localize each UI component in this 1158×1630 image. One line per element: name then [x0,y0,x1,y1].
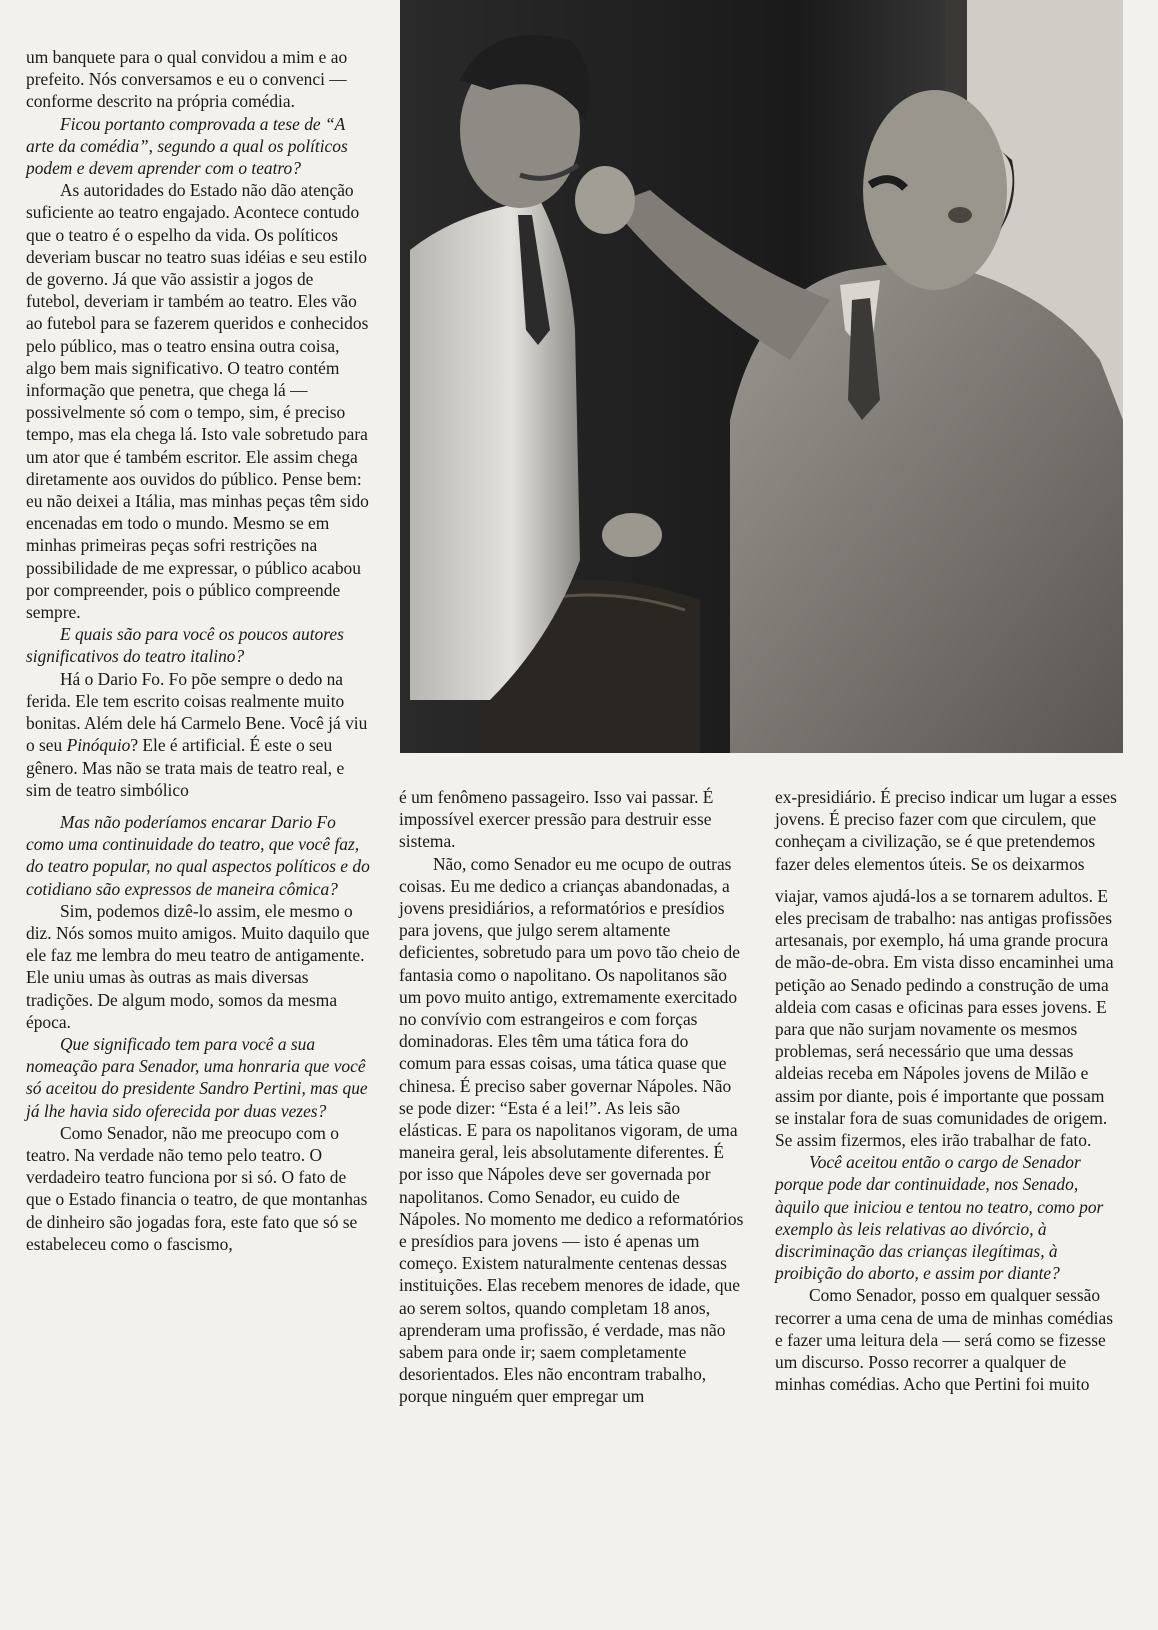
paragraph [26,668,371,801]
interview-question: E quais são para você os poucos autores significativos do teatro italino? [26,624,344,667]
interview-question: Ficou portanto comprovada a tese de “A arte da comédia”, segundo a qual os políticos podem e devem aprender com o teatro? [26,113,348,179]
column-middle [399,786,744,1408]
article-photo [400,0,1123,753]
paragraph: ex-presidiário. É preciso indicar um lugar a esses jovens. É preciso fazer com que circulem, que conheçam a civilização, se é que pretendemos fazer deles elementos úteis. Se os deixarmos [775,787,1117,874]
paragraph: é um fenômeno passageiro. Isso vai passar. É impossível exercer pressão para destruir esse sistema. [399,787,714,852]
paragraph-text: Há o Dario Fo. Fo põe sempre o dedo na ferida. Ele tem escrito coisas realmente muito bonitas. Além dele há Carmelo Bene. Você já viu o seu [26,668,368,756]
paragraph: Não, como Senador eu me ocupo de outras coisas. Eu me dedico a crianças abandonadas, a jovens presidiários, a reformatórios e presídios para jovens, que julgo serem altamente deficientes, sobretudo para um povo tão cheio de fantasia como o napolitano. Os napolitanos são um povo muito antigo, extremamente exercitado no convívio com estrangeiros e com forças dominadoras. Eles têm uma tática fora do comum para essas coisas, uma tática quase que chinesa. É preciso saber governar Nápoles. Não se pode dizer: “Esta é a lei!”. As leis são elásticas. E para os napolitanos vigoram, de uma maneira geral, leis absolutamente diferentes. É por isso que Nápoles deve ser governada por napolitanos. Como Senador, eu cuido de Nápoles. No momento me dedico a reformatórios e presídios para jovens — isto é apenas um começo. Existem naturalmente centenas dessas instituições. Elas recebem menores de idade, que ao serem soltos, quando completam 18 anos, aprenderam uma profissão, é verdade, mas não sabem para onde ir; saem completamente desorientados. Eles não encontram trabalho, porque ninguém quer empregar um [399,853,744,1407]
paragraph: Como Senador, não me preocupo com o teatro. Na verdade não temo pelo teatro. O verdadeiro teatro funciona por si só. O fato de que o Estado financia o teatro, de que montanhas de dinheiro são jogadas fora, este fato que só se estabeleceu como o fascismo, [26,1122,368,1254]
paragraph-text: ? Ele é artificial. É este o seu gênero. Mas não se trata mais de teatro real, e sim de teatro simbólico [26,735,345,800]
column-left [26,46,371,1255]
paragraph: As autoridades do Estado não dão atenção suficiente ao teatro engajado. Acontece contudo que o teatro é o espelho da vida. Os políticos deveriam buscar no teatro suas idéias e seu estilo de governo. Já que vão assistir a jogos de futebol, deveriam ir também ao teatro. Eles vão ao futebol para se fazerem queridos e conhecidos pelo público, mas o teatro ensina outra coisa, algo bem mais significativo. O teatro contém informação que penetra, que chega lá — possivelmente só com o tempo, sim, é preciso tempo, mas ela chega lá. Isto vale sobretudo para um ator que é também escritor. Ele assim chega diretamente aos ouvidos do público. Pense bem: eu não deixei a Itália, mas minhas peças têm sido encenadas em todo o mundo. Mesmo se em minhas primeiras peças sofri restrições na possibilidade de me expressar, o público acabou por compreender, pois o público compreende sempre. [26,180,369,623]
play-title: Pinóquio [66,735,131,756]
paragraph: viajar, vamos ajudá-los a se tornarem adultos. E eles precisam de trabalho: nas antigas profissões artesanais, por exemplo, há uma grande procura de mão-de-obra. Em vista disso encaminhei uma petição ao Senado pedindo a construção de uma aldeia com casas e oficinas para esses jovens. E para que não surjam novamente os mesmos problemas, será necessário que uma dessas aldeias receba em Nápoles jovens de Milão e assim por diante, pois é importante que possam se instalar fora de suas comunidades de origem. Se assim fizermos, eles irão trabalhar de fato. [775,885,1114,1151]
interview-question: Você aceitou então o cargo de Senador porque pode dar continuidade, nos Senado, àquilo que iniciou e tentou no teatro, como por exemplo às leis relativas ao divórcio, à discriminação das crianças ilegítimas, à proibição do aborto, e assim por diante? [775,1152,1104,1284]
interview-question: Que significado tem para você a sua nomeação para Senador, uma honraria que você só aceitou do presidente Sandro Pertini, mas que já lhe havia sido oferecida por duas vezes? [26,1033,368,1121]
paragraph: Sim, podemos dizê-lo assim, ele mesmo o diz. Nós somos muito amigos. Muito daquilo que ele faz me lembra do meu teatro de antigamente. Ele uniu umas às outras as mais diversas tradições. De algum modo, somos da mesma época. [26,900,370,1032]
column-right [775,786,1120,1395]
paragraph: Como Senador, posso em qualquer sessão recorrer a uma cena de uma de minhas comédias e fazer uma leitura dela — será como se fizesse um discurso. Posso recorrer a qualquer de minhas comédias. Acho que Pertini foi muito [775,1285,1113,1395]
photo-two-men [400,0,1123,753]
interview-question: Mas não poderíamos encarar Dario Fo como uma continuidade do teatro, que você faz, do teatro popular, no qual aspectos políticos e do cotidiano são expressos de maneira cômica? [26,811,370,899]
paragraph: um banquete para o qual convidou a mim e ao prefeito. Nós conversamos e eu o convenci — conforme descrito na própria comédia. [26,47,348,112]
